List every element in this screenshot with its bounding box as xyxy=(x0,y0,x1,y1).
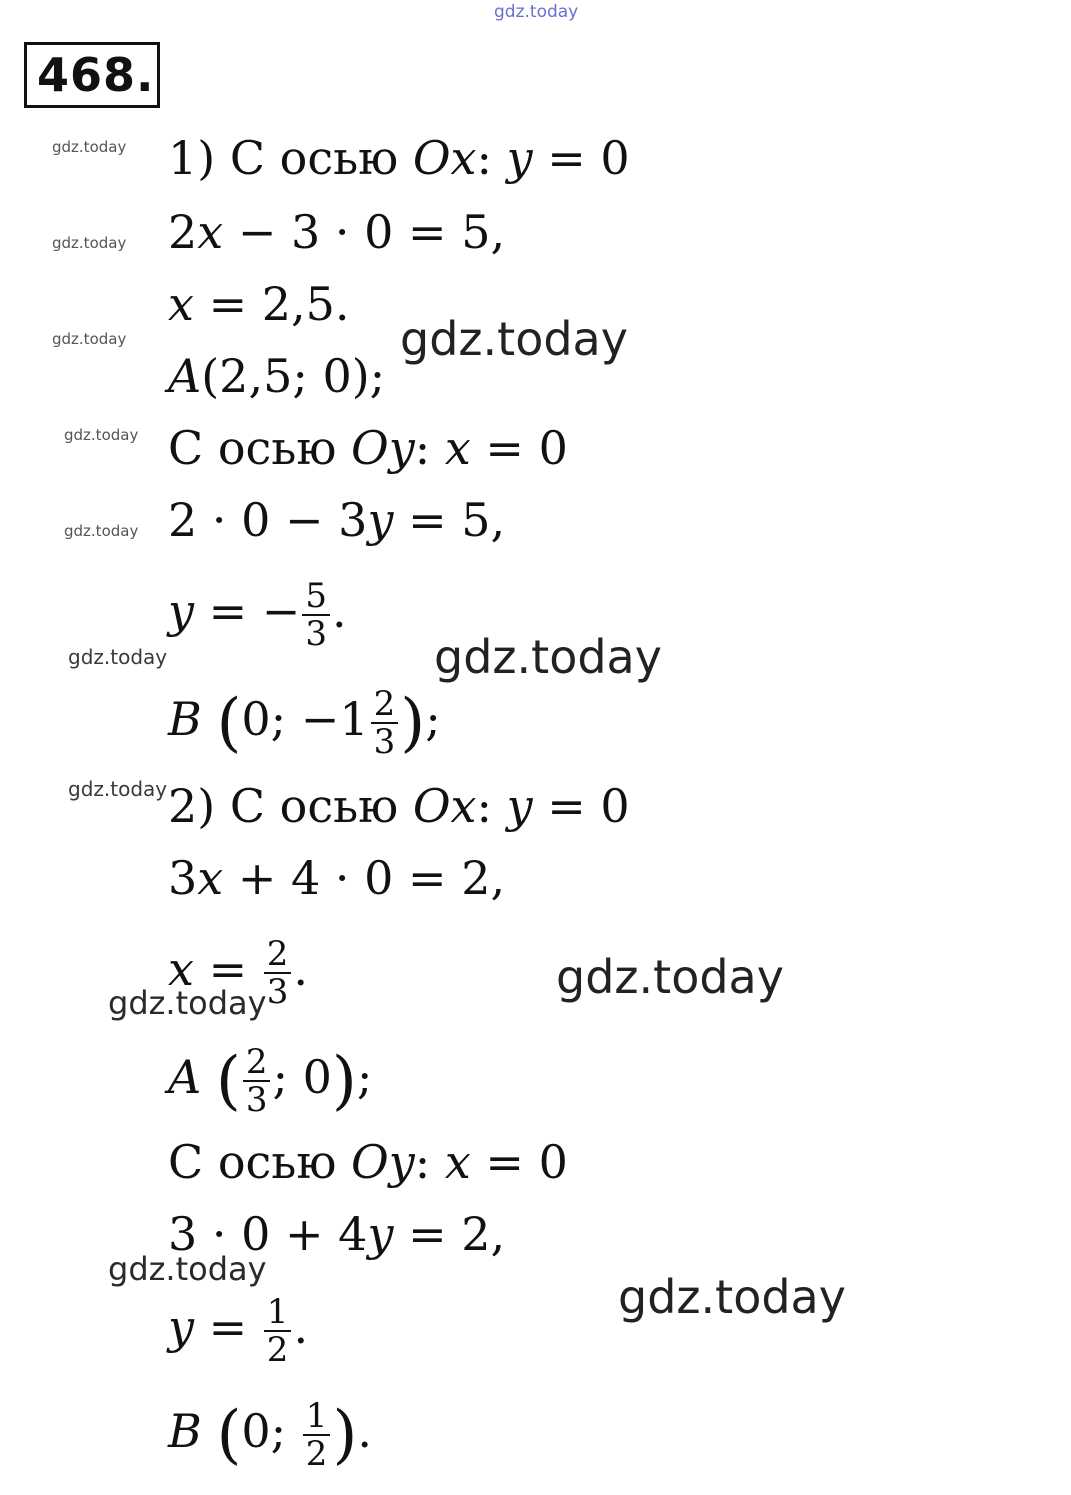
solution-line-14: 3 · 0 + 4y = 2, xyxy=(168,1207,506,1261)
solution-line-4: A(2,5; 0); xyxy=(168,349,386,403)
solution-line-7: y = − $\frac{5}{3}$ . xyxy=(168,576,347,654)
solution-line-15: y = $\frac{1}{2}$ . xyxy=(168,1292,309,1370)
fraction: $\frac{1}{2}$ xyxy=(303,1398,331,1472)
solution-line-12: A ( $\frac{2}{3}$ ; 0); xyxy=(168,1042,373,1120)
fraction: $\frac{2}{3}$ xyxy=(243,1044,271,1118)
solution-line-5: С осью Oy: x = 0 xyxy=(168,421,568,475)
watermark: gdz.today xyxy=(52,330,127,348)
fraction: $\frac{2}{3}$ xyxy=(371,686,399,760)
fraction: $\frac{5}{3}$ xyxy=(302,578,330,652)
solution-line-1: 1) С осью Ox: y = 0 xyxy=(168,131,630,185)
fraction: $\frac{1}{2}$ xyxy=(264,1294,292,1368)
watermark-large: gdz.today xyxy=(400,312,628,366)
watermark-large: gdz.today xyxy=(434,630,662,684)
problem-number: 468. xyxy=(24,42,160,108)
watermark: gdz.today xyxy=(64,426,139,444)
watermark: gdz.today xyxy=(108,984,267,1022)
watermark-large: gdz.today xyxy=(618,1270,846,1324)
watermark-large: gdz.today xyxy=(556,950,784,1004)
watermark-top: gdz.today xyxy=(494,2,579,22)
solution-line-13: С осью Oy: x = 0 xyxy=(168,1135,568,1189)
solution-line-11: x = $\frac{2}{3}$ . xyxy=(168,934,309,1012)
solution-line-2: 2x − 3 · 0 = 5, xyxy=(168,205,506,259)
watermark: gdz.today xyxy=(108,1250,267,1288)
fraction: $\frac{2}{3}$ xyxy=(264,936,292,1010)
watermark: gdz.today xyxy=(52,138,127,156)
watermark: gdz.today xyxy=(68,777,168,801)
solution-line-10: 3x + 4 · 0 = 2, xyxy=(168,851,506,905)
solution-line-16: B (0; $\frac{1}{2}$ ). xyxy=(168,1396,373,1474)
watermark: gdz.today xyxy=(52,234,127,252)
watermark: gdz.today xyxy=(64,522,139,540)
watermark: gdz.today xyxy=(68,645,168,669)
solution-line-9: 2) С осью Ox: y = 0 xyxy=(168,779,630,833)
solution-line-8: B (0; −1 $\frac{2}{3}$ ); xyxy=(168,684,441,762)
solution-line-3: x = 2,5. xyxy=(168,277,350,331)
solution-line-6: 2 · 0 − 3y = 5, xyxy=(168,493,506,547)
